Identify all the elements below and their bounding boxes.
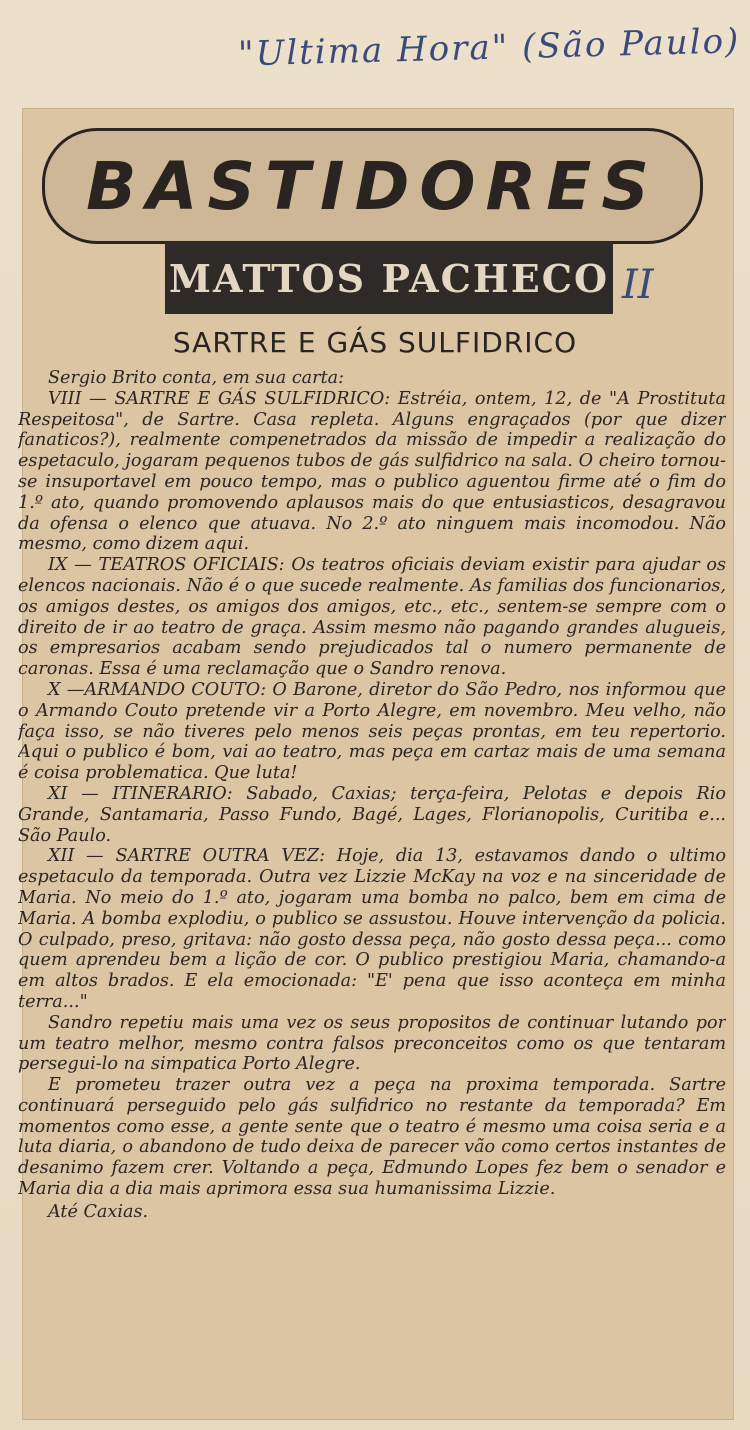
paragraph-promise: E prometeu trazer outra vez a peça na proxima temporada. Sartre continuará perseguido pelo gás sulfidrico no restante da temporada? Em momentos como esse, a gente sente que o teatro é mesmo uma coisa seria e a luta diaria, o abandono de tudo deixa de parecer vão como certos instantes de desanimo fazem crer. Voltando a peça, Edmundo Lopes fez bem o senador e Maria dia a dia mais aprimora essa sua humanissima Lizzie. xyxy=(18,1075,726,1200)
paragraph-xii: XII — SARTRE OUTRA VEZ: Hoje, dia 13, estavamos dando o ultimo espetaculo da temporada. Outra vez Lizzie McKay na voz e na sinceridade de Maria. No meio do 1.º ato, jogaram uma bomba no palco, bem em cima de Maria. A bomba explodiu, o publico se assustou. Houve intervenção da policia. O culpado, preso, gritava: não gosto dessa peça, não gosto dessa peça... como quem aprendeu bem a lição de cor. O publico prestigiou Maria, chamando-a em altos brados. E ela emocionada: "E' pena que isso aconteça em minha terra..." xyxy=(18,846,726,1012)
handwritten-mark: II xyxy=(622,262,654,308)
paragraph-viii: VIII — SARTRE E GÁS SULFIDRICO: Estréia, ontem, 12, de "A Prostituta Respeitosa", de Sartre. Casa repleta. Alguns engraçados (por que dizer fanaticos?), realmente compenetrados da missão de impedir a realização do espetaculo, jogaram pequenos tubos de gás sulfidrico na sala. O cheiro tornou-se insuportavel em pouco tempo, mas o publico aguentou firme até o fim do 1.º ato, quando promovendo aplausos mais do que entusiasticos, desagravou da ofensa o elenco que atuava. No 2.º ato ninguem mais incomodou. Não mesmo, como dizem aqui. xyxy=(18,388,726,555)
paragraph-signoff: Até Caxias. xyxy=(48,1201,149,1222)
handwritten-source-note: "Ultima Hora" (São Paulo) xyxy=(237,21,741,75)
paragraph-intro: Sergio Brito conta, em sua carta: xyxy=(48,368,345,388)
author-byline xyxy=(165,242,613,314)
paragraph-x: X —ARMANDO COUTO: O Barone, diretor do São Pedro, nos informou que o Armando Couto pretende vir a Porto Alegre, em novembro. Meu velho, não faça isso, se não tiveres pelo menos seis peças prontas, em teu repertorio. Aqui o publico é bom, vai ao teatro, mas peça em cartaz mais de uma semana é coisa problematica. Que luta! xyxy=(18,679,726,784)
banner-title: BASTIDORES xyxy=(86,147,659,225)
paragraph-xi: XI — ITINERARIO: Sabado, Caxias; terça-feira, Pelotas e depois Rio Grande, Santamaria, Passo Fundo, Bagé, Lages, Florianopolis, Curitiba e... São Paulo. xyxy=(18,783,726,846)
paragraph-sandro: Sandro repetiu mais uma vez os seus propositos de continuar lutando por um teatro melhor, mesmo contra falsos preconceitos como os que tentaram persegui-lo na simpatica Porto Alegre. xyxy=(18,1012,726,1075)
column-banner xyxy=(42,128,703,244)
article-body xyxy=(18,368,726,1413)
article-headline: SARTRE E GÁS SULFIDRICO xyxy=(172,326,578,359)
byline-text: MATTOS PACHECO xyxy=(168,255,610,301)
paragraph-ix: IX — TEATROS OFICIAIS: Os teatros oficiais deviam existir para ajudar os elencos nacionais. Não é o que sucede realmente. As familias dos funcionarios, os amigos destes, os amigos dos amigos, etc., etc., sentem-se sempre com o direito de ir ao teatro de graça. Assim mesmo não pagando grandes alugueis, os empresarios acabam sendo prejudicados tal o numero permanente de caronas. Essa é uma reclamação que o Sandro renova. xyxy=(18,555,726,680)
